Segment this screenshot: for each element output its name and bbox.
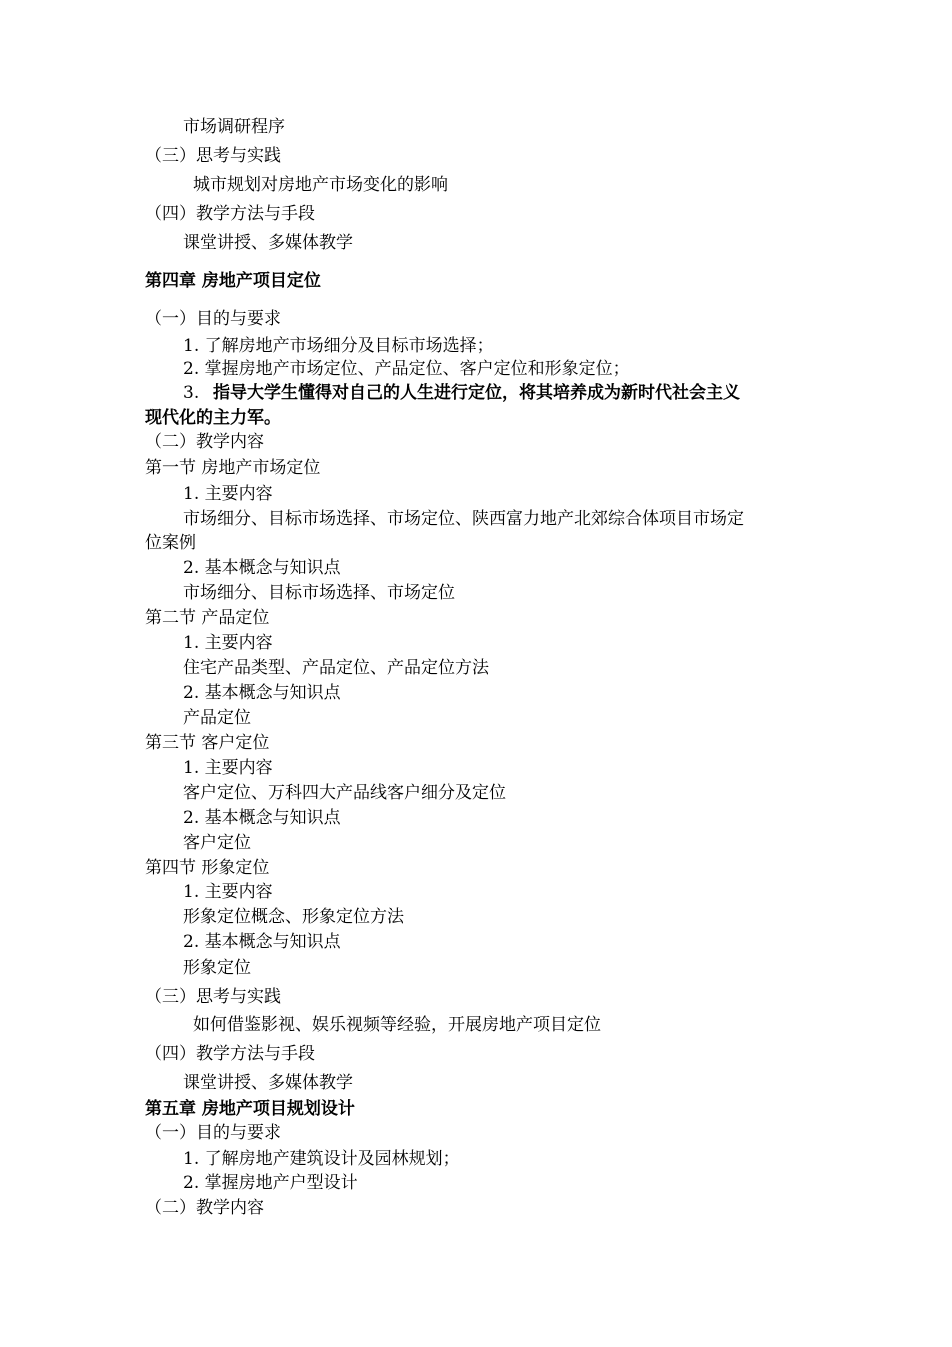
- section-heading: （三）思考与实践: [145, 987, 281, 1007]
- text-line: 位案例: [145, 533, 196, 553]
- text-line: 产品定位: [183, 708, 251, 728]
- section-heading: （二）教学内容: [145, 432, 264, 452]
- section-heading: （四）教学方法与手段: [145, 1044, 315, 1064]
- item-label: 2. 基本概念与知识点: [183, 808, 341, 828]
- text-line: 市场细分、目标市场选择、市场定位: [183, 583, 455, 603]
- chapter-heading: 第四章 房地产项目定位: [145, 271, 321, 291]
- text-line: 客户定位、万科四大产品线客户细分及定位: [183, 783, 506, 803]
- text-line: 如何借鉴影视、娱乐视频等经验，开展房地产项目定位: [193, 1015, 601, 1035]
- list-item: 2. 掌握房地产市场定位、产品定位、客户定位和形象定位；: [183, 359, 630, 379]
- text-line: 市场调研程序: [183, 117, 285, 137]
- subsection-heading: 第三节 客户定位: [145, 733, 270, 753]
- list-item-bold: 指导大学生懂得对自己的人生进行定位，将其培养成为新时代社会主义: [213, 383, 740, 403]
- item-label: 2. 基本概念与知识点: [183, 558, 341, 578]
- text-line: 城市规划对房地产市场变化的影响: [193, 175, 448, 195]
- text-line: 住宅产品类型、产品定位、产品定位方法: [183, 658, 489, 678]
- section-heading: （二）教学内容: [145, 1198, 264, 1218]
- text-line: 形象定位: [183, 958, 251, 978]
- section-heading: （四）教学方法与手段: [145, 204, 315, 224]
- section-heading: （一）目的与要求: [145, 1123, 281, 1143]
- subsection-heading: 第二节 产品定位: [145, 608, 270, 628]
- text-line: 客户定位: [183, 833, 251, 853]
- list-item: 1. 了解房地产建筑设计及园林规划；: [183, 1149, 460, 1169]
- chapter-heading: 第五章 房地产项目规划设计: [145, 1099, 355, 1119]
- item-label: 2. 基本概念与知识点: [183, 932, 341, 952]
- text-line: 形象定位概念、形象定位方法: [183, 907, 404, 927]
- section-heading: （三）思考与实践: [145, 146, 281, 166]
- section-heading: （一）目的与要求: [145, 309, 281, 329]
- item-label: 1. 主要内容: [183, 882, 273, 902]
- item-label: 2. 基本概念与知识点: [183, 683, 341, 703]
- text-line: 课堂讲授、多媒体教学: [183, 1073, 353, 1093]
- list-item-number: 3.: [183, 383, 200, 403]
- item-label: 1. 主要内容: [183, 633, 273, 653]
- list-item: 1. 了解房地产市场细分及目标市场选择；: [183, 336, 494, 356]
- subsection-heading: 第四节 形象定位: [145, 858, 270, 878]
- text-line: 市场细分、目标市场选择、市场定位、陕西富力地产北郊综合体项目市场定: [183, 509, 744, 529]
- subsection-heading: 第一节 房地产市场定位: [145, 458, 321, 478]
- item-label: 1. 主要内容: [183, 484, 273, 504]
- list-item-bold-continued: 现代化的主力军。: [145, 408, 281, 428]
- text-line: 课堂讲授、多媒体教学: [183, 233, 353, 253]
- list-item: 2. 掌握房地产户型设计: [183, 1173, 358, 1193]
- item-label: 1. 主要内容: [183, 758, 273, 778]
